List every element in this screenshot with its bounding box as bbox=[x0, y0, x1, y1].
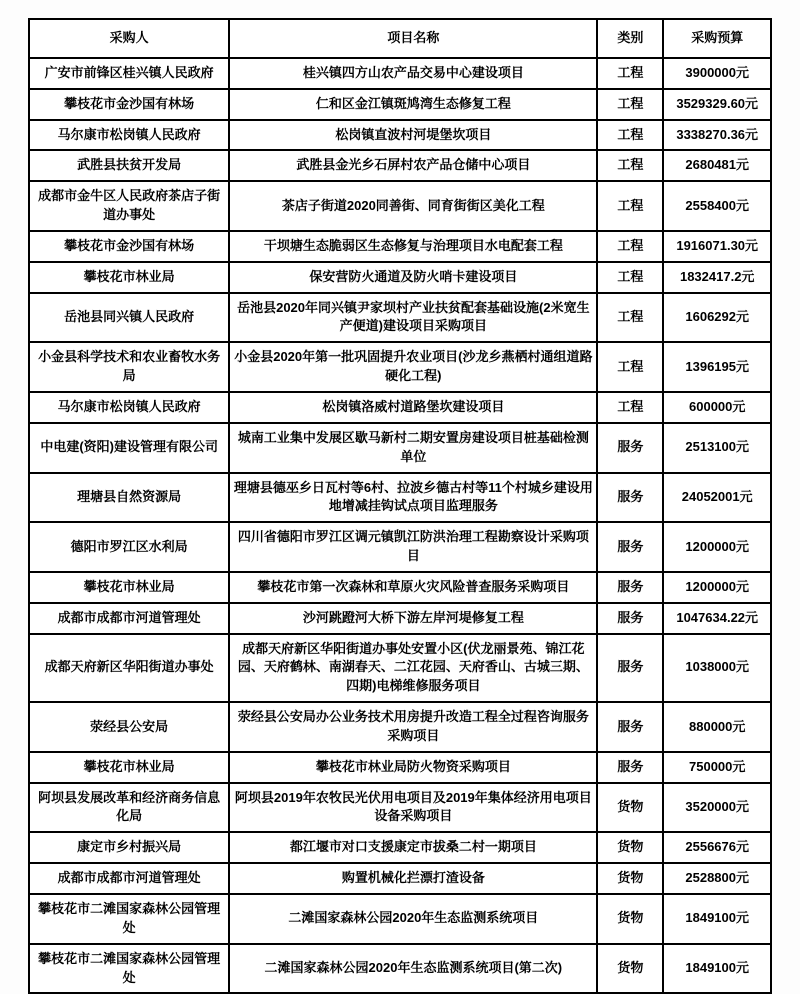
table-row bbox=[29, 634, 771, 703]
budget-cell: 3520000元 bbox=[663, 783, 771, 833]
budget-cell: 1849100元 bbox=[663, 894, 771, 944]
table-row bbox=[29, 944, 771, 994]
table-row bbox=[29, 702, 771, 752]
table-row bbox=[29, 150, 771, 181]
project-cell: 松岗镇洛威村道路堡坎建设项目 bbox=[229, 392, 597, 423]
category-cell: 服务 bbox=[597, 752, 663, 783]
budget-cell: 600000元 bbox=[663, 392, 771, 423]
table-row bbox=[29, 894, 771, 944]
table-row bbox=[29, 89, 771, 120]
table-row bbox=[29, 863, 771, 894]
category-cell: 货物 bbox=[597, 944, 663, 994]
budget-cell: 1832417.2元 bbox=[663, 262, 771, 293]
purchaser-cell: 攀枝花市林业局 bbox=[29, 752, 229, 783]
category-cell: 货物 bbox=[597, 894, 663, 944]
project-cell: 理塘县德巫乡日瓦村等6村、拉波乡德古村等11个村城乡建设用地增减挂钩试点项目监理服务 bbox=[229, 473, 597, 523]
budget-cell: 750000元 bbox=[663, 752, 771, 783]
purchaser-cell: 攀枝花市金沙国有林场 bbox=[29, 89, 229, 120]
category-cell: 工程 bbox=[597, 392, 663, 423]
table-row bbox=[29, 473, 771, 523]
column-header-budget: 采购预算 bbox=[663, 19, 771, 58]
category-cell: 服务 bbox=[597, 423, 663, 473]
purchaser-cell: 攀枝花市二滩国家森林公园管理处 bbox=[29, 894, 229, 944]
category-cell: 服务 bbox=[597, 634, 663, 703]
category-cell: 工程 bbox=[597, 231, 663, 262]
project-cell: 沙河跳蹬河大桥下游左岸河堤修复工程 bbox=[229, 603, 597, 634]
budget-cell: 880000元 bbox=[663, 702, 771, 752]
table-row bbox=[29, 120, 771, 151]
budget-cell: 3900000元 bbox=[663, 58, 771, 89]
project-cell: 岳池县2020年同兴镇尹家坝村产业扶贫配套基础设施(2米宽生产便道)建设项目采购项目 bbox=[229, 293, 597, 343]
project-cell: 保安营防火通道及防火哨卡建设项目 bbox=[229, 262, 597, 293]
category-cell: 工程 bbox=[597, 262, 663, 293]
purchaser-cell: 岳池县同兴镇人民政府 bbox=[29, 293, 229, 343]
procurement-table bbox=[28, 18, 772, 994]
purchaser-cell: 马尔康市松岗镇人民政府 bbox=[29, 392, 229, 423]
purchaser-cell: 攀枝花市林业局 bbox=[29, 262, 229, 293]
budget-cell: 2680481元 bbox=[663, 150, 771, 181]
table-row bbox=[29, 392, 771, 423]
project-cell: 成都天府新区华阳街道办事处安置小区(伏龙丽景苑、锦江花园、天府鹤林、南湖春天、二江花园、天府香山、古城三期、四期)电梯维修服务项目 bbox=[229, 634, 597, 703]
project-cell: 仁和区金江镇斑鸠湾生态修复工程 bbox=[229, 89, 597, 120]
purchaser-cell: 成都市成都市河道管理处 bbox=[29, 603, 229, 634]
column-header-project: 项目名称 bbox=[229, 19, 597, 58]
project-cell: 都江堰市对口支援康定市拔桑二村一期项目 bbox=[229, 832, 597, 863]
budget-cell: 2556676元 bbox=[663, 832, 771, 863]
project-cell: 二滩国家森林公园2020年生态监测系统项目(第二次) bbox=[229, 944, 597, 994]
category-cell: 工程 bbox=[597, 58, 663, 89]
table-row bbox=[29, 603, 771, 634]
header-row bbox=[29, 19, 771, 58]
project-cell: 武胜县金光乡石屏村农产品仓储中心项目 bbox=[229, 150, 597, 181]
budget-cell: 1200000元 bbox=[663, 522, 771, 572]
category-cell: 工程 bbox=[597, 120, 663, 151]
purchaser-cell: 康定市乡村振兴局 bbox=[29, 832, 229, 863]
budget-cell: 2528800元 bbox=[663, 863, 771, 894]
column-header-category: 类别 bbox=[597, 19, 663, 58]
purchaser-cell: 小金县科学技术和农业畜牧水务局 bbox=[29, 342, 229, 392]
table-row bbox=[29, 342, 771, 392]
budget-cell: 1849100元 bbox=[663, 944, 771, 994]
purchaser-cell: 成都天府新区华阳街道办事处 bbox=[29, 634, 229, 703]
purchaser-cell: 阿坝县发展改革和经济商务信息化局 bbox=[29, 783, 229, 833]
project-cell: 干坝塘生态脆弱区生态修复与治理项目水电配套工程 bbox=[229, 231, 597, 262]
project-cell: 茶店子街道2020同善街、同育街街区美化工程 bbox=[229, 181, 597, 231]
project-cell: 四川省德阳市罗江区调元镇凯江防洪治理工程勘察设计采购项目 bbox=[229, 522, 597, 572]
column-header-purchaser: 采购人 bbox=[29, 19, 229, 58]
budget-cell: 1396195元 bbox=[663, 342, 771, 392]
table-row bbox=[29, 832, 771, 863]
purchaser-cell: 马尔康市松岗镇人民政府 bbox=[29, 120, 229, 151]
purchaser-cell: 武胜县扶贫开发局 bbox=[29, 150, 229, 181]
purchaser-cell: 攀枝花市金沙国有林场 bbox=[29, 231, 229, 262]
category-cell: 工程 bbox=[597, 89, 663, 120]
category-cell: 工程 bbox=[597, 150, 663, 181]
table-row bbox=[29, 181, 771, 231]
purchaser-cell: 成都市成都市河道管理处 bbox=[29, 863, 229, 894]
purchaser-cell: 攀枝花市林业局 bbox=[29, 572, 229, 603]
table-row bbox=[29, 58, 771, 89]
category-cell: 服务 bbox=[597, 702, 663, 752]
project-cell: 荥经县公安局办公业务技术用房提升改造工程全过程咨询服务采购项目 bbox=[229, 702, 597, 752]
project-cell: 攀枝花市第一次森林和草原火灾风险普查服务采购项目 bbox=[229, 572, 597, 603]
purchaser-cell: 德阳市罗江区水利局 bbox=[29, 522, 229, 572]
table-row bbox=[29, 752, 771, 783]
budget-cell: 2513100元 bbox=[663, 423, 771, 473]
category-cell: 货物 bbox=[597, 783, 663, 833]
budget-cell: 2558400元 bbox=[663, 181, 771, 231]
budget-cell: 1038000元 bbox=[663, 634, 771, 703]
table-row bbox=[29, 262, 771, 293]
project-cell: 小金县2020年第一批巩固提升农业项目(沙龙乡燕栖村通组道路硬化工程) bbox=[229, 342, 597, 392]
budget-cell: 3529329.60元 bbox=[663, 89, 771, 120]
table-row bbox=[29, 783, 771, 833]
budget-cell: 1606292元 bbox=[663, 293, 771, 343]
category-cell: 工程 bbox=[597, 342, 663, 392]
table-row bbox=[29, 522, 771, 572]
budget-cell: 24052001元 bbox=[663, 473, 771, 523]
budget-cell: 3338270.36元 bbox=[663, 120, 771, 151]
budget-cell: 1200000元 bbox=[663, 572, 771, 603]
project-cell: 二滩国家森林公园2020年生态监测系统项目 bbox=[229, 894, 597, 944]
category-cell: 服务 bbox=[597, 572, 663, 603]
purchaser-cell: 广安市前锋区桂兴镇人民政府 bbox=[29, 58, 229, 89]
category-cell: 货物 bbox=[597, 863, 663, 894]
project-cell: 攀枝花市林业局防火物资采购项目 bbox=[229, 752, 597, 783]
table-row bbox=[29, 423, 771, 473]
purchaser-cell: 攀枝花市二滩国家森林公园管理处 bbox=[29, 944, 229, 994]
category-cell: 货物 bbox=[597, 832, 663, 863]
purchaser-cell: 荥经县公安局 bbox=[29, 702, 229, 752]
category-cell: 服务 bbox=[597, 473, 663, 523]
project-cell: 城南工业集中发展区歇马新村二期安置房建设项目桩基础检测单位 bbox=[229, 423, 597, 473]
purchaser-cell: 成都市金牛区人民政府茶店子街道办事处 bbox=[29, 181, 229, 231]
budget-cell: 1916071.30元 bbox=[663, 231, 771, 262]
budget-cell: 1047634.22元 bbox=[663, 603, 771, 634]
project-cell: 阿坝县2019年农牧民光伏用电项目及2019年集体经济用电项目设备采购项目 bbox=[229, 783, 597, 833]
category-cell: 工程 bbox=[597, 181, 663, 231]
purchaser-cell: 中电建(资阳)建设管理有限公司 bbox=[29, 423, 229, 473]
project-cell: 松岗镇直波村河堤堡坎项目 bbox=[229, 120, 597, 151]
category-cell: 服务 bbox=[597, 603, 663, 634]
table-row bbox=[29, 572, 771, 603]
purchaser-cell: 理塘县自然资源局 bbox=[29, 473, 229, 523]
category-cell: 服务 bbox=[597, 522, 663, 572]
table-body bbox=[29, 58, 771, 994]
table-row bbox=[29, 293, 771, 343]
table-head bbox=[29, 19, 771, 58]
project-cell: 购置机械化拦漂打渣设备 bbox=[229, 863, 597, 894]
category-cell: 工程 bbox=[597, 293, 663, 343]
project-cell: 桂兴镇四方山农产品交易中心建设项目 bbox=[229, 58, 597, 89]
table-row bbox=[29, 231, 771, 262]
